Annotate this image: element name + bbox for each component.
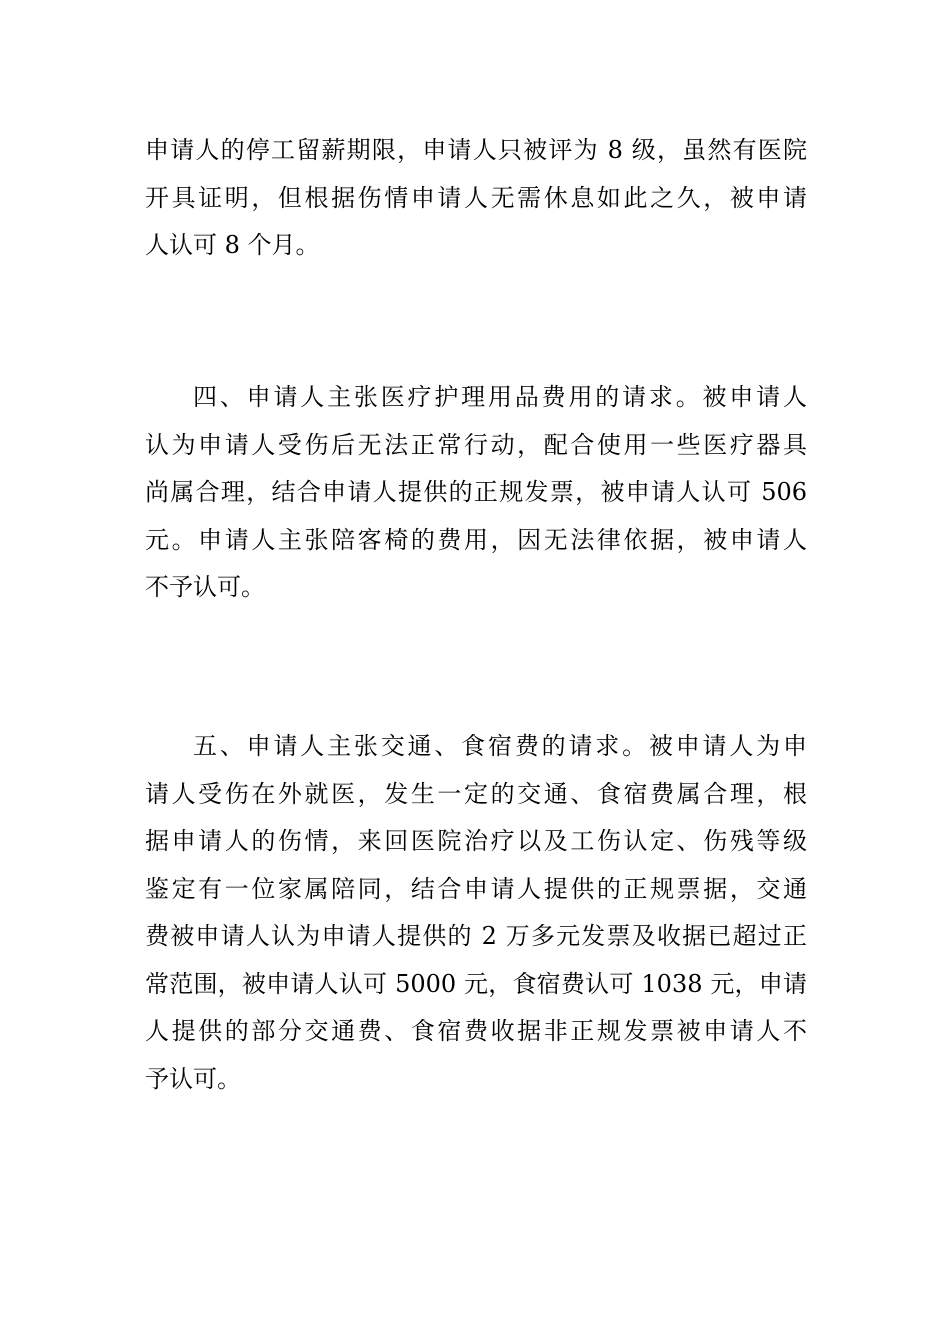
paragraph-line: 鉴定有一位家属陪同，结合申请人提供的正规票据，交通 — [145, 874, 807, 903]
paragraph-line: 据申请人的伤情，来回医院治疗以及工伤认定、伤残等级 — [145, 827, 807, 855]
paragraph-line: 尚属合理，结合申请人提供的正规发票，被申请人认可 506 — [145, 478, 807, 506]
paragraph-line: 费被申请人认为申请人提供的 2 万多元发票及收据已超过正 — [145, 922, 807, 950]
paragraph-line: 人认可 8 个月。 — [145, 231, 320, 259]
paragraph-line: 认为申请人受伤后无法正常行动，配合使用一些医疗器具 — [145, 430, 807, 459]
paragraph-line: 不予认可。 — [145, 573, 265, 601]
paragraph-line: 五、申请人主张交通、食宿费的请求。被申请人为申 — [193, 732, 807, 760]
paragraph-line: 常范围，被申请人认可 5000 元，食宿费认可 1038 元，申请 — [145, 969, 807, 998]
paragraph-line: 予认可。 — [145, 1064, 241, 1093]
paragraph-transport-lodging — [145, 723, 807, 1103]
paragraph-line: 开具证明，但根据伤情申请人无需休息如此之久，被申请 — [145, 183, 807, 212]
paragraph-line: 四、申请人主张医疗护理用品费用的请求。被申请人 — [193, 383, 807, 411]
paragraph-work-leave — [145, 127, 807, 270]
paragraph-line: 申请人的停工留薪期限，申请人只被评为 8 级，虽然有医院 — [145, 136, 807, 164]
paragraph-medical-supplies — [145, 374, 807, 612]
paragraph-line: 元。申请人主张陪客椅的费用，因无法律依据，被申请人 — [145, 525, 807, 554]
paragraph-line: 人提供的部分交通费、食宿费收据非正规发票被申请人不 — [145, 1017, 807, 1045]
paragraph-line: 请人受伤在外就医，发生一定的交通、食宿费属合理，根 — [145, 779, 807, 808]
